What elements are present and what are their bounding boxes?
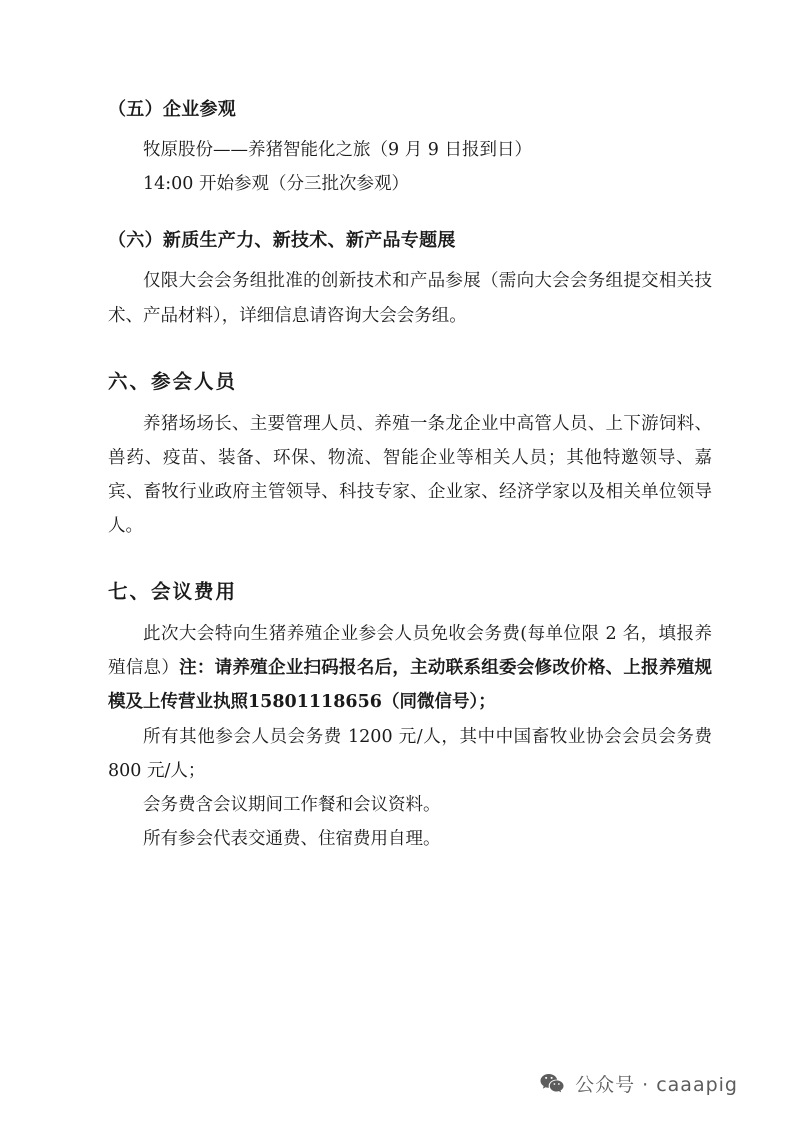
- footer-public-account: [539, 1070, 738, 1097]
- paragraph-fees-standard: 所有其他参会人员会务费 1200 元/人，其中中国畜牧业协会会员会务费 800 元/人；: [108, 726, 712, 781]
- fees-waiver-normal-text: 此次大会特向生猪养殖企业参会人员免收会务费(每单位限 2 名，填报养殖信息）: [108, 624, 712, 679]
- paragraph-exhibition-detail: 仅限大会会务组批准的创新技术和产品参展（需向大会会务组提交相关技术、产品材料），详细信息请咨询大会会务组。: [108, 271, 712, 326]
- heading-conference-fees: 七、会议费用: [108, 580, 238, 604]
- paragraph-company-visit-1: 牧原股份——养猪智能化之旅（9 月 9 日报到日）: [143, 140, 532, 161]
- paragraph-company-visit-2: 14:00 开始参观（分三批次参观）: [143, 174, 409, 195]
- paragraph-fees-waiver: [108, 617, 712, 719]
- wechat-icon: [539, 1071, 565, 1097]
- paragraph-fees-includes: 会务费含会议期间工作餐和会议资料。: [143, 794, 441, 815]
- heading-section-six-exhibition: （六）新质生产力、新技术、新产品专题展: [108, 230, 456, 252]
- spacer: [108, 333, 712, 363]
- document-body: [108, 92, 712, 856]
- heading-attendees: 六、参会人员: [108, 369, 238, 393]
- heading-section-five: （五）企业参观: [108, 99, 237, 120]
- fees-waiver-bold-text: 注：请养殖企业扫码报名后，主动联系组委会修改价格、上报养殖规模及上传营业执照15801118656（同微信号）；: [108, 658, 713, 713]
- paragraph-attendees: 养猪场场长、主要管理人员、养殖一条龙企业中高管人员、上下游饲料、兽药、疫苗、装备、环保、物流、智能企业等相关人员；其他特邀领导、嘉宾、畜牧行业政府主管领导、科技专家、企业家、经济学家以及相关单位领导人。: [108, 413, 712, 537]
- spacer: [108, 543, 712, 573]
- paragraph-fees-self-pay: 所有参会代表交通费、住宿费用自理。: [143, 828, 441, 849]
- spacer: [108, 201, 712, 223]
- footer-public-account-label: 公众号 · caaapig: [575, 1074, 738, 1096]
